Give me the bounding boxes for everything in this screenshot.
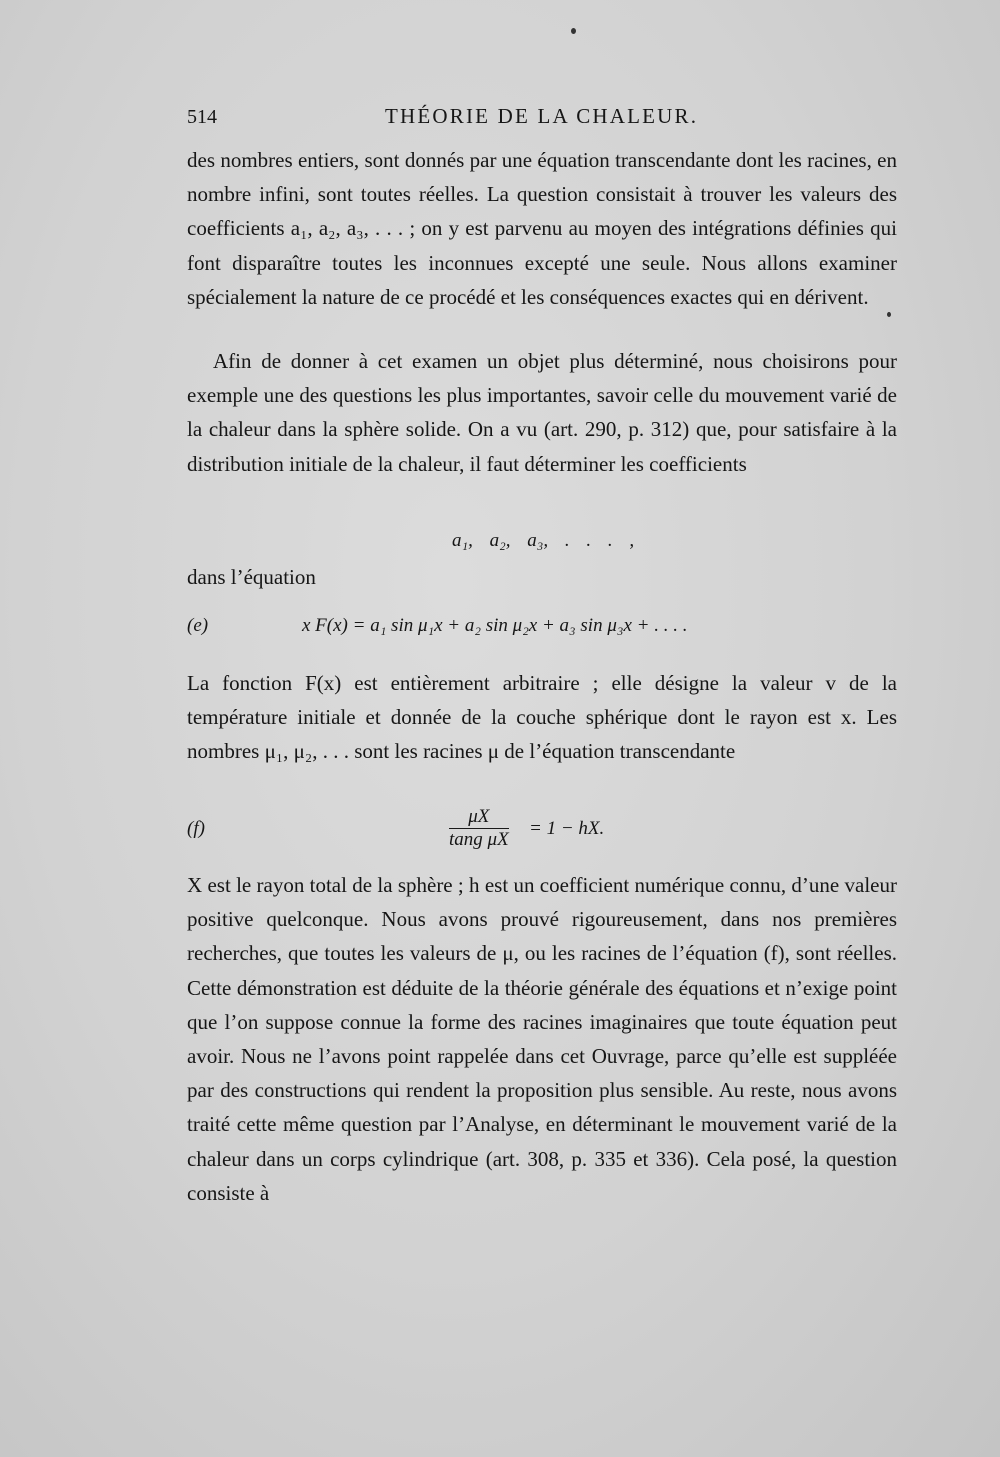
fraction [449, 806, 509, 851]
fraction-numerator: μX [449, 806, 509, 829]
paragraph-text: dans l’équation [187, 565, 316, 589]
page-number: 514 [187, 106, 217, 128]
paragraph-text: Afin de donner à cet examen un objet plus déterminé, nous choisirons pour exemple une des questions les plus importantes, savoir celle du mouvement varié de la chaleur dans la sphère solide. On a vu (art. 290, p. 312) que, pour satisfaire à la distribution initiale de la chaleur, il faut déterminer les coefficients [187, 349, 897, 476]
equation-label: (f) [187, 818, 205, 839]
paragraph-5 [187, 868, 897, 1210]
paragraph-2 [187, 344, 897, 481]
equation-f [187, 806, 897, 856]
paragraph-3 [187, 560, 897, 594]
equation-rhs: = 1 − hX. [529, 818, 605, 839]
page-header [187, 100, 897, 134]
paragraph-1 [187, 143, 897, 314]
paragraph-text: X est le rayon total de la sphère ; h est un coefficient numérique connu, d’une valeur positive quelconque. Nous avons prouvé rigoureusement, dans nos premières recherches, que toutes les valeurs de μ, ou les racines de l’équation (f), sont réelles. Cette démonstration est déduite de la théorie générale des équations et n’exige point que l’on suppose connue la forme des racines imaginaires que toute équation peut avoir. Nous ne l’avons point rappelée dans cet Ouvrage, parce qu’elle est suppléée par des constructions qui rendent la proposition plus sensible. Au reste, nous avons traité cette même question par l’Analyse, en déterminant le mouvement varié de la chaleur dans un corps cylindrique (art. 308, p. 335 et 336). Cela posé, la question consiste à [187, 873, 897, 1205]
paragraph-text: des nombres entiers, sont donnés par une équation transcendante dont les racines, en nombre infini, sont toutes réelles. La question consistait à trouver les valeurs des coefficients a₁, a₂, a₃, . . . ; on y est parvenu au moyen des intégrations définies qui font disparaître toutes les inconnues excepté une seule. Nous allons examiner spécialement la nature de ce procédé et les conséquences exactes qui en dérivent. [187, 148, 897, 309]
equation-body: x F(x) = a₁ sin μ₁x + a₂ sin μ₂x + a₃ sin μ₃x + . . . . [302, 615, 688, 636]
fraction-denominator: tang μX [449, 829, 509, 850]
coefficients-list: a₁, a₂, a₃, . . . , [452, 530, 635, 551]
paragraph-text: La fonction F(x) est entièrement arbitraire ; elle désigne la valeur v de la température initiale et donnée de la couche sphérique dont le rayon est x. Les nombres μ₁, μ₂, . . . sont les racines μ de l’équation transcendante [187, 671, 897, 764]
equation-label: (e) [187, 615, 209, 636]
equation-e [187, 615, 897, 645]
running-title: THÉORIE DE LA CHALEUR. [385, 104, 699, 128]
paragraph-4 [187, 666, 897, 769]
speck-mark [571, 28, 576, 34]
